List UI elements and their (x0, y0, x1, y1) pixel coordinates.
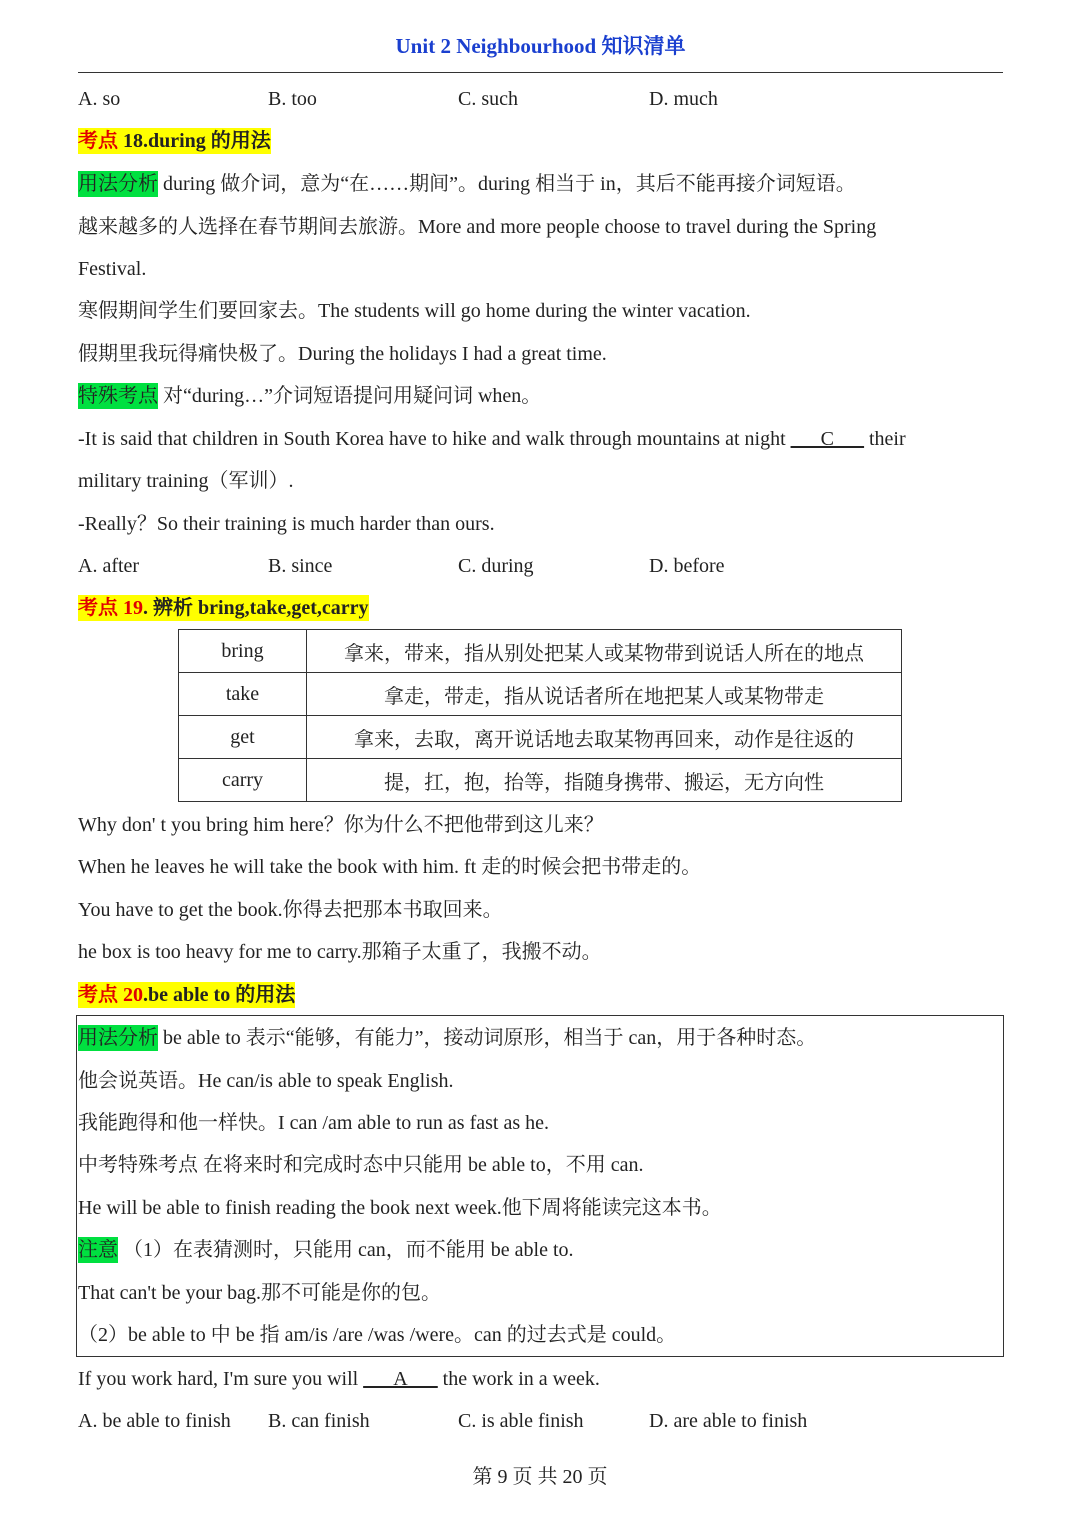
usage-text: during 做介词，意为“在……期间”。during 相当于 in，其后不能再接介词短语。 (158, 173, 856, 195)
point20-option-d: D. are able to finish (649, 1410, 808, 1432)
table-row (179, 630, 902, 673)
table-word: carry (179, 759, 307, 802)
point19-heading-label: 考点 19 (78, 597, 143, 619)
option-a: A. so (78, 88, 121, 110)
point18-heading (78, 128, 271, 154)
option-c: C. such (458, 88, 518, 110)
point18-example-3: 假期里我玩得痛快极了。During the holidays I had a great time. (78, 343, 607, 365)
answer-blank: ___A___ (363, 1368, 438, 1390)
point20-heading-text: .be able to 的用法 (143, 984, 296, 1006)
option-b: B. too (268, 88, 317, 110)
point19-heading (78, 595, 369, 621)
point20-heading-label: 考点 20 (78, 984, 143, 1006)
point20-example-6: （2）be able to 中 be 指 am/is /are /was /were。can 的过去式是 could。 (78, 1324, 677, 1346)
special-label: 特殊考点 (78, 385, 158, 407)
point18-option-b: B. since (268, 555, 333, 577)
point18-option-d: D. before (649, 555, 725, 577)
option-d: D. much (649, 88, 718, 110)
question-text-end: the work in a week. (437, 1368, 600, 1390)
answer-blank: ___C___ (790, 428, 864, 450)
table-row (179, 716, 902, 759)
table-word: bring (179, 630, 307, 673)
point20-example-4: He will be able to finish reading the book next week.他下周将能读完这本书。 (78, 1197, 722, 1219)
point20-note (78, 1237, 574, 1263)
point20-usage (78, 1025, 816, 1051)
table-row (179, 673, 902, 716)
point18-option-c: C. during (458, 555, 534, 577)
point20-option-b: B. can finish (268, 1410, 370, 1432)
point18-heading-label: 考点 (78, 130, 118, 152)
question-text: If you work hard, I'm sure you will (78, 1368, 364, 1390)
point19-example-2: When he leaves he will take the book with him. ft 走的时候会把书带走的。 (78, 856, 702, 878)
comparison-table (178, 629, 902, 802)
page-header-title: Unit 2 Neighbourhood 知识清单 (395, 34, 686, 58)
point18-example-2: 寒假期间学生们要回家去。The students will go home during the winter vacation. (78, 300, 751, 322)
header-divider (78, 72, 1003, 73)
note-label: 注意 (78, 1239, 118, 1261)
note-text: （1）在表猜测时，只能用 can，而不能用 be able to. (118, 1239, 574, 1261)
table-word: get (179, 716, 307, 759)
table-meaning: 拿来，去取，离开说话地去取某物再回来，动作是往返的 (307, 716, 902, 759)
special-text: 对“during…”介词短语提问用疑问词 when。 (158, 385, 542, 407)
point19-example-1: Why don' t you bring him here？你为什么不把他带到这儿来？ (78, 814, 604, 836)
point18-example-1b: Festival. (78, 258, 147, 280)
point20-heading (78, 982, 295, 1008)
point20-example-3: 中考特殊考点 在将来时和完成时态中只能用 be able to，不用 can. (78, 1154, 644, 1176)
point18-example-1a: 越来越多的人选择在春节期间去旅游。More and more people choose to travel during the Spring (78, 216, 877, 238)
table-meaning: 拿走，带走，指从说话者所在地把某人或某物带走 (307, 673, 902, 716)
point19-example-4: he box is too heavy for me to carry.那箱子太重了，我搬不动。 (78, 941, 602, 963)
point18-heading-text: 18.during 的用法 (118, 130, 271, 152)
point20-question (78, 1366, 600, 1392)
page-number: 第 9 页 共 20 页 (472, 1466, 608, 1488)
point18-usage (78, 171, 856, 197)
point19-example-3: You have to get the book.你得去把那本书取回来。 (78, 899, 503, 921)
table-meaning: 拿来，带来，指从别处把某人或某物带到说话人所在的地点 (307, 630, 902, 673)
point18-special (78, 383, 541, 409)
table-word: take (179, 673, 307, 716)
point18-option-a: A. after (78, 555, 140, 577)
usage-label: 用法分析 (78, 1027, 158, 1049)
table-meaning: 提，扛，抱，抬等，指随身携带、搬运，无方向性 (307, 759, 902, 802)
point18-question-line3: -Really？So their training is much harder than ours. (78, 513, 495, 535)
point18-question-line1 (78, 426, 906, 452)
point20-option-a: A. be able to finish (78, 1410, 231, 1432)
point20-example-2: 我能跑得和他一样快。I can /am able to run as fast as he. (78, 1112, 550, 1134)
point20-example-1: 他会说英语。He can/is able to speak English. (78, 1070, 454, 1092)
point19-heading-text: . 辨析 bring,take,get,carry (143, 597, 369, 619)
table-row (179, 759, 902, 802)
point18-question-line2: military training（军训）. (78, 470, 294, 492)
point20-option-c: C. is able finish (458, 1410, 584, 1432)
point20-example-5: That can't be your bag.那不可能是你的包。 (78, 1282, 441, 1304)
question-text: -It is said that children in South Korea have to hike and walk through mountains at night (78, 428, 791, 450)
usage-label: 用法分析 (78, 173, 158, 195)
usage-text: be able to 表示“能够，有能力”，接动词原形，相当于 can，用于各种时态。 (158, 1027, 817, 1049)
question-text-end: their (863, 428, 906, 450)
